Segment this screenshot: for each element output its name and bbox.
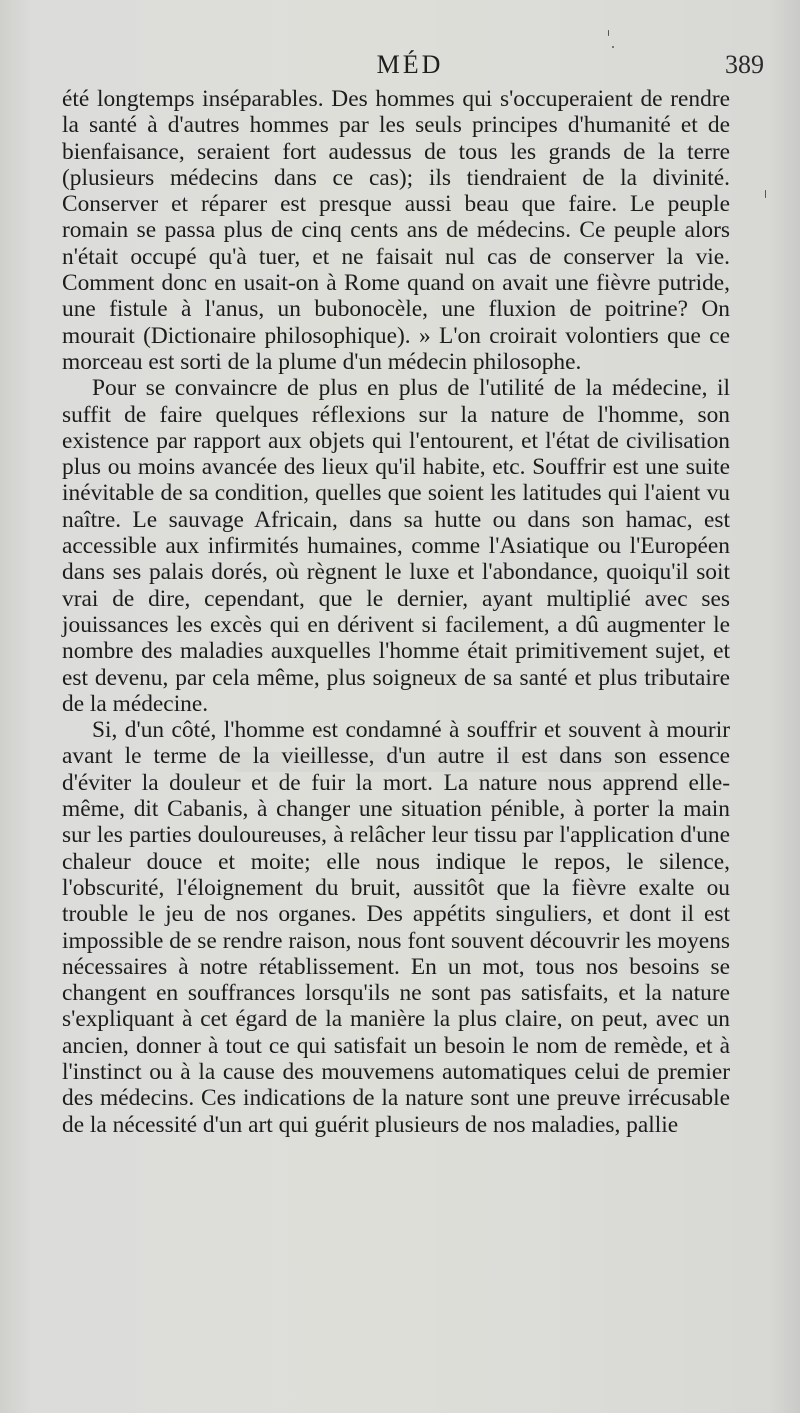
page-header [60, 50, 764, 84]
paragraph-2: Pour se convaincre de plus en plus de l'utilité de la médecine, il suffit de faire quelques réflexions sur la nature de l'homme, son existence par rapport aux objets qui l'entourent, et l'état de civilisation plus ou moins avancée des lieux qu'il habite, etc. Souffrir est une suite inévitable de sa condition, quelles que soient les latitudes qui l'aient vu naître. Le sauvage Africain, dans sa hutte ou dans son hamac, est accessible aux infirmités humaines, comme l'Asiatique ou l'Européen dans ses palais dorés, où règnent le luxe et l'abondance, quoiqu'il soit vrai de dire, cependant, que le dernier, ayant multiplié avec ses jouissances les excès qui en dérivent si facilement, a dû augmenter le nombre des maladies auxquelles l'homme était primitivement sujet, et est devenu, par cela même, plus soigneux de sa santé et plus tributaire de la médecine. [62, 375, 730, 717]
body-text [62, 86, 730, 1138]
page-number: 389 [725, 50, 764, 79]
ink-speck [608, 30, 609, 36]
paragraph-3: Si, d'un côté, l'homme est condamné à souffrir et souvent à mourir avant le terme de la vieillesse, d'un autre il est dans son essence d'éviter la douleur et de fuir la mort. La nature nous apprend elle-même, dit Cabanis, à changer une situation pénible, à porter la main sur les parties douloureuses, à relâcher leur tissu par l'application d'une chaleur douce et moite; elle nous indique le repos, le silence, l'obscurité, l'éloignement du bruit, aussitôt que la fièvre exalte ou trouble le jeu de nos organes. Des appétits singuliers, et dont il est impossible de se rendre raison, nous font souvent découvrir les moyens nécessaires à notre rétablissement. En un mot, tous nos besoins se changent en souffrances lorsqu'ils ne sont pas satisfaits, et la nature s'expliquant à cet égard de la manière la plus claire, on peut, avec un ancien, donner à tout ce qui satisfait un besoin le nom de remède, et à l'instinct ou à la cause des mouvemens automatiques celui de premier des médecins. Ces indications de la nature sont une preuve irrécusable de la nécessité d'un art qui guérit plusieurs de nos maladies, pallie [62, 717, 730, 1138]
ink-speck [612, 46, 614, 48]
paragraph-1: été longtemps inséparables. Des hommes qui s'occuperaient de rendre la santé à d'autres hommes par les seuls principes d'humanité et de bienfaisance, seraient fort audessus de tous les grands de la terre (plusieurs médecins dans ce cas); ils tiendraient de la divinité. Conserver et réparer est presque aussi beau que faire. Le peuple romain se passa plus de cinq cents ans de médecins. Ce peuple alors n'était occupé qu'à tuer, et ne faisait nul cas de conserver la vie. Comment donc en usait-on à Rome quand on avait une fièvre putride, une fistule à l'anus, un bubonocèle, une fluxion de poitrine? On mourait (Dictionaire philosophique). » L'on croirait volontiers que ce morceau est sorti de la plume d'un médecin philosophe. [62, 86, 730, 375]
running-head: MÉD [376, 50, 444, 79]
ink-speck [765, 190, 766, 198]
